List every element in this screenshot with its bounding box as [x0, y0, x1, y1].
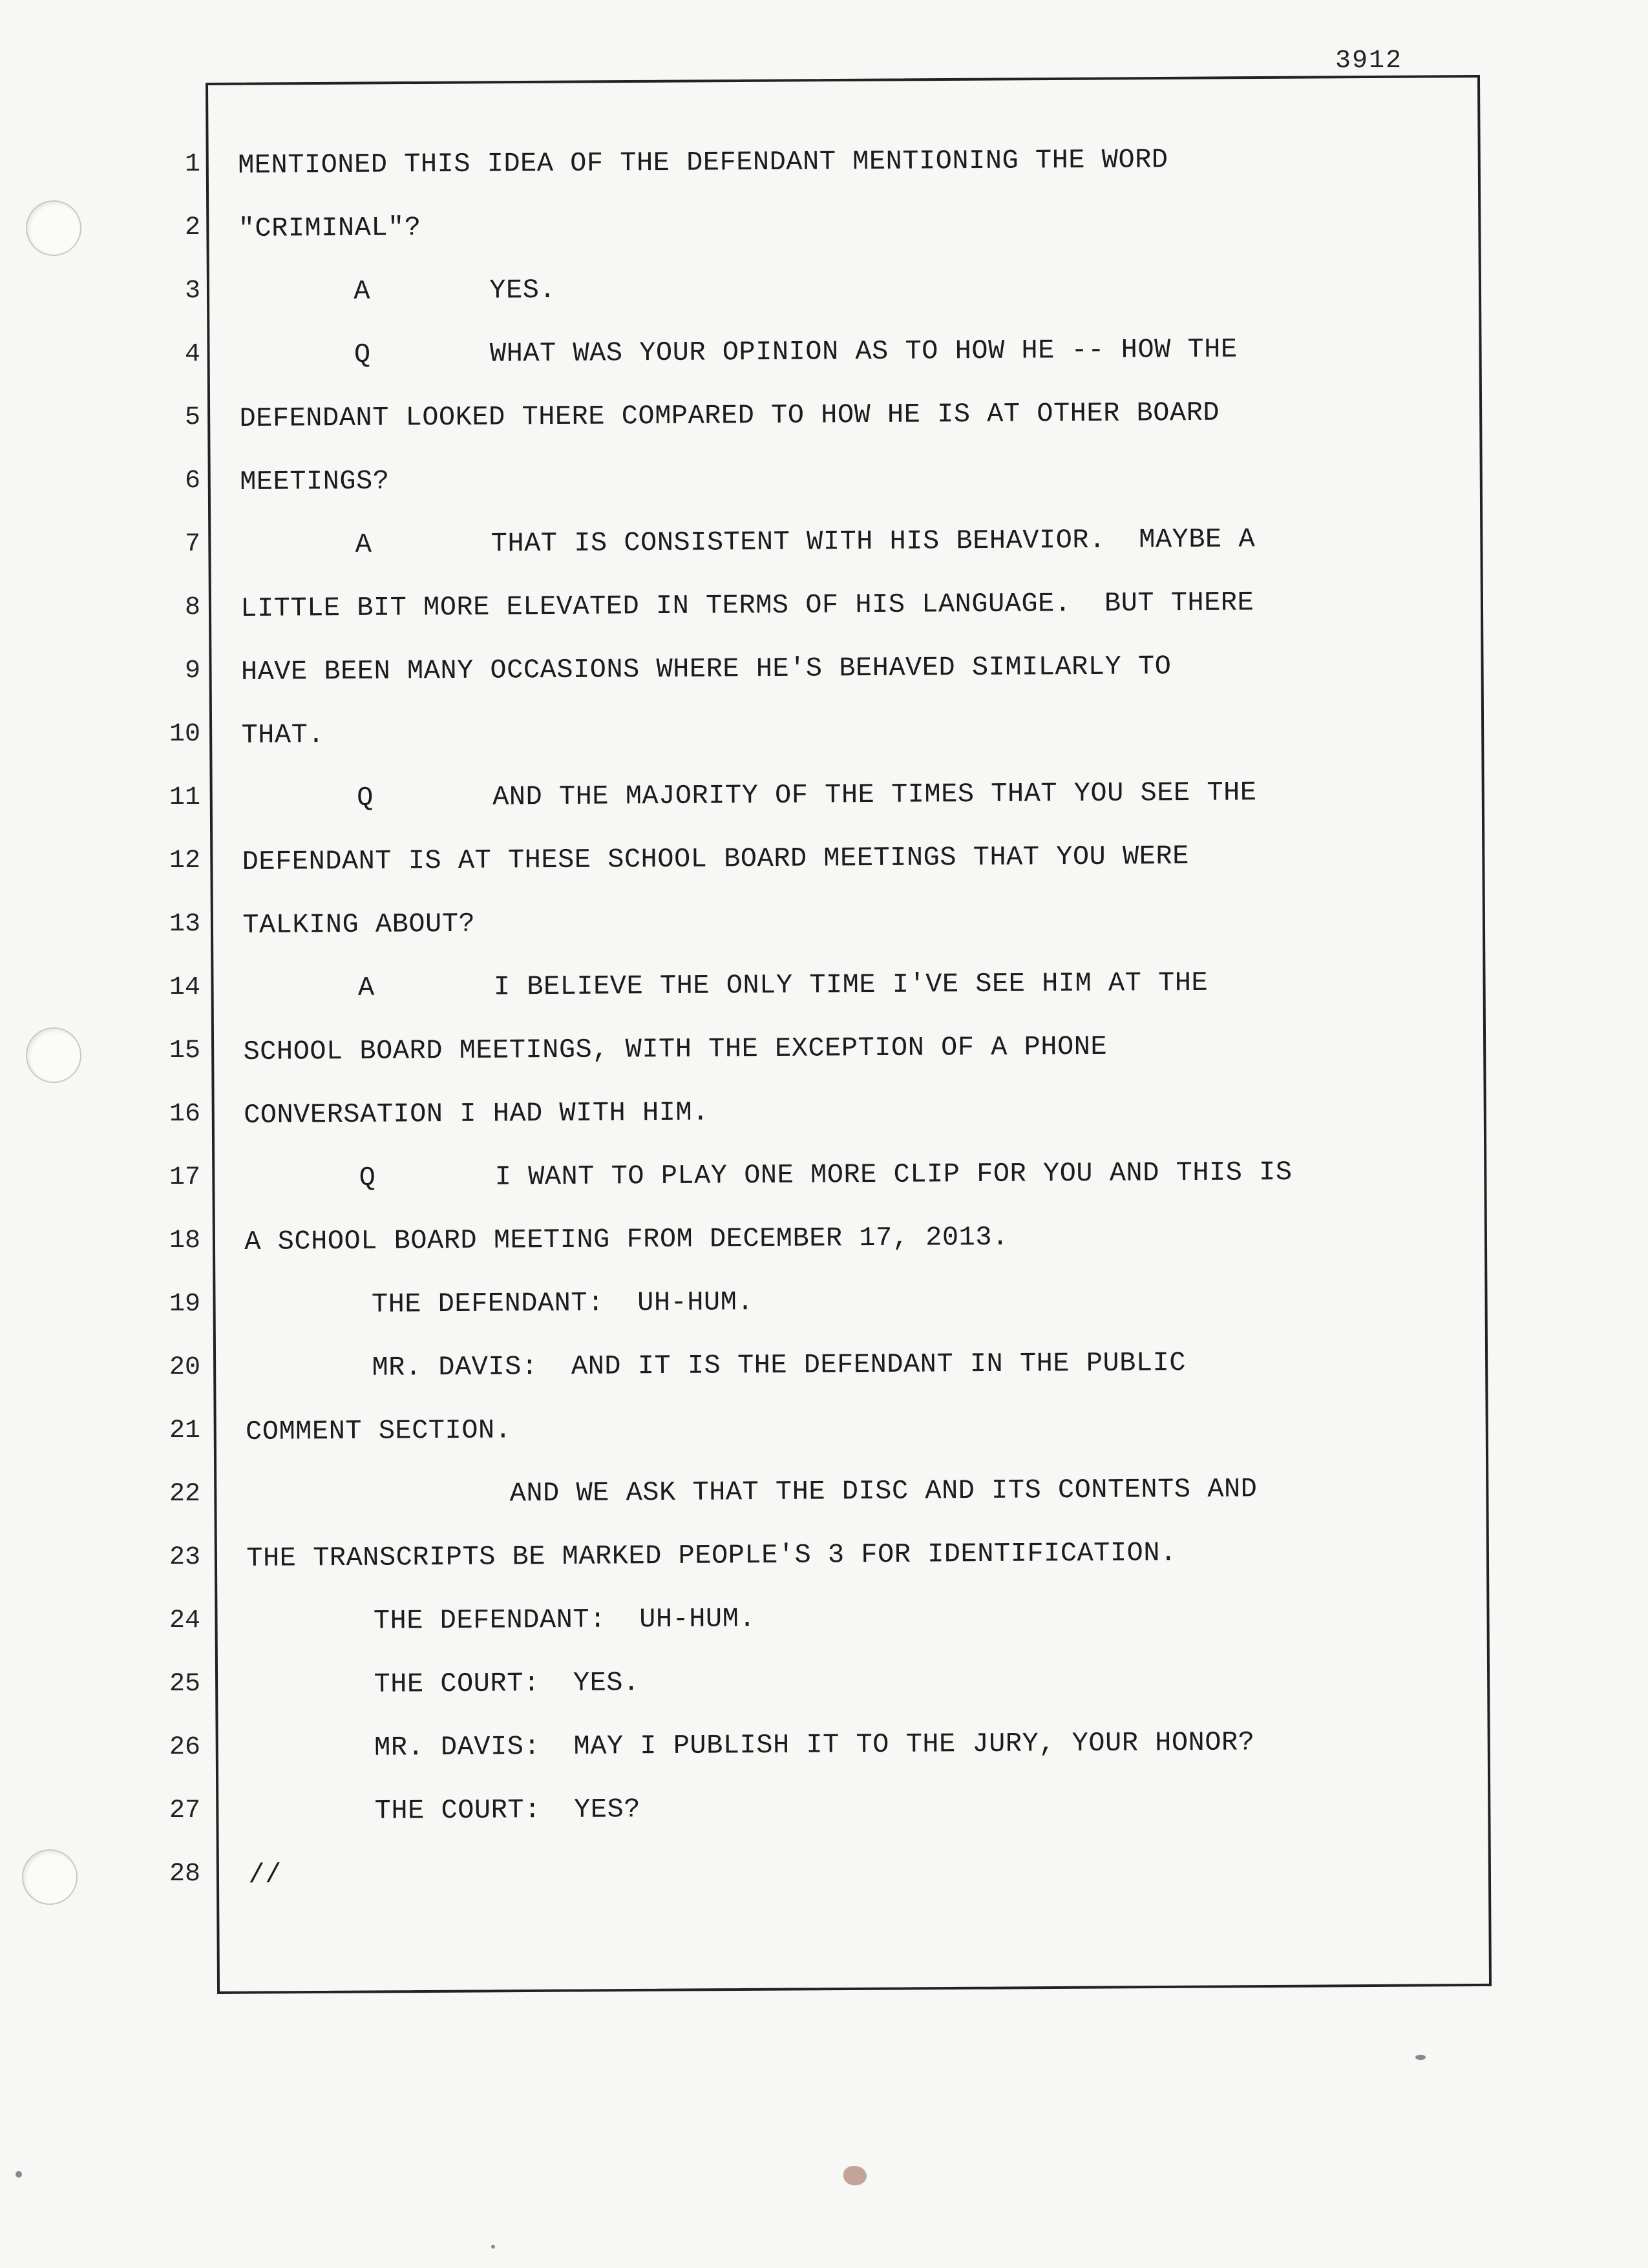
- line-number: 10: [169, 720, 200, 749]
- punch-hole-top: [26, 200, 81, 256]
- transcript-line: [354, 334, 1238, 370]
- line-number: 11: [169, 783, 200, 812]
- transcript-line: [240, 587, 1254, 624]
- line-number: 19: [169, 1290, 200, 1319]
- line-number: 6: [184, 467, 200, 496]
- transcript-line: [510, 1473, 1258, 1509]
- transcript-line: [238, 212, 421, 244]
- punch-hole-middle: [26, 1027, 81, 1083]
- line-text: AND THE MAJORITY OF THE TIMES THAT YOU SEE THE: [492, 777, 1257, 813]
- line-number: 13: [169, 910, 200, 939]
- line-number: 5: [184, 403, 200, 432]
- speck: [1415, 2055, 1426, 2060]
- line-number: 28: [169, 1860, 200, 1889]
- transcript-line: [238, 144, 1168, 181]
- speck: [491, 2245, 495, 2249]
- line-number: 20: [169, 1353, 200, 1382]
- transcript-line: [241, 651, 1172, 688]
- line-number: 12: [169, 846, 200, 876]
- transcript-line: [357, 777, 1257, 814]
- line-number: 15: [169, 1036, 200, 1066]
- transcript-line: [355, 523, 1256, 560]
- line-text: MENTIONED THIS IDEA OF THE DEFENDANT MENTIONING THE WORD: [238, 144, 1168, 181]
- transcript-line: [243, 1031, 1107, 1067]
- line-text: YES.: [489, 274, 556, 306]
- line-text: COMMENT SECTION.: [245, 1414, 512, 1447]
- transcript-line: [374, 1727, 1255, 1763]
- transcript-line: [248, 1860, 282, 1891]
- line-number: 22: [169, 1480, 200, 1509]
- line-number: 1: [184, 150, 200, 179]
- line-number: 18: [169, 1226, 200, 1255]
- line-text: I BELIEVE THE ONLY TIME I'VE SEE HIM AT THE: [493, 967, 1209, 1003]
- line-text: MEETINGS?: [239, 465, 390, 498]
- line-number: 8: [184, 593, 200, 622]
- line-text: THE DEFENDANT: UH-HUM.: [373, 1603, 756, 1637]
- line-number: 24: [169, 1606, 200, 1635]
- line-number: 7: [184, 530, 200, 559]
- transcript-line: [244, 1097, 709, 1131]
- transcript-line: [241, 719, 324, 751]
- transcript-line: [240, 466, 390, 498]
- line-text: THE COURT: YES?: [374, 1794, 641, 1827]
- line-text: THAT IS CONSISTENT WITH HIS BEHAVIOR. MAYBE A: [491, 523, 1256, 560]
- line-number: 4: [184, 340, 200, 369]
- line-text: DEFENDANT IS AT THESE SCHOOL BOARD MEETINGS THAT YOU WERE: [242, 841, 1189, 877]
- line-number: 3: [184, 277, 200, 306]
- qa-marker: A: [354, 275, 371, 307]
- line-text: DEFENDANT LOOKED THERE COMPARED TO HOW HE IS AT OTHER BOARD: [239, 397, 1220, 434]
- line-text: MR. DAVIS: AND IT IS THE DEFENDANT IN THE PUBLIC: [372, 1347, 1187, 1383]
- line-number: 25: [169, 1670, 200, 1699]
- transcript-line: [372, 1286, 754, 1320]
- line-text: MR. DAVIS: MAY I PUBLISH IT TO THE JURY, YOUR HONOR?: [374, 1727, 1255, 1763]
- transcript-line: [244, 1222, 1009, 1257]
- speck: [16, 2171, 22, 2178]
- transcript-line: [239, 397, 1220, 434]
- punch-hole-bottom: [22, 1849, 78, 1905]
- qa-marker: A: [355, 529, 372, 560]
- line-text: I WANT TO PLAY ONE MORE CLIP FOR YOU AND THIS IS: [494, 1157, 1293, 1193]
- line-number: 21: [169, 1416, 200, 1445]
- line-text: THE TRANSCRIPTS BE MARKED PEOPLE'S 3 FOR IDENTIFICATION.: [246, 1537, 1177, 1574]
- qa-marker: Q: [356, 782, 374, 814]
- line-text: CONVERSATION I HAD WITH HIM.: [243, 1097, 709, 1131]
- line-text: THAT.: [241, 719, 325, 751]
- line-text: THE DEFENDANT: UH-HUM.: [371, 1286, 754, 1320]
- line-number: 14: [169, 973, 200, 1002]
- line-text: LITTLE BIT MORE ELEVATED IN TERMS OF HIS LANGUAGE. BUT THERE: [240, 587, 1254, 624]
- line-number: 23: [169, 1543, 200, 1572]
- ink-stain: [843, 2166, 867, 2185]
- line-text: "CRIMINAL"?: [238, 212, 421, 244]
- line-text: SCHOOL BOARD MEETINGS, WITH THE EXCEPTION OF A PHONE: [243, 1031, 1108, 1067]
- transcript-line: [359, 1157, 1293, 1193]
- transcript-line: [246, 1414, 512, 1447]
- transcript-line: [372, 1347, 1186, 1383]
- transcript-line: [354, 275, 556, 307]
- transcript-line: [374, 1603, 755, 1637]
- line-text: A SCHOOL BOARD MEETING FROM DECEMBER 17, 2013.: [244, 1221, 1009, 1257]
- line-text: THE COURT: YES.: [374, 1667, 640, 1700]
- line-text: //: [248, 1859, 282, 1891]
- page-number: 3912: [1335, 47, 1403, 76]
- transcript-line: [242, 841, 1189, 877]
- line-text: WHAT WAS YOUR OPINION AS TO HOW HE -- HOW THE: [489, 333, 1238, 370]
- transcript-line: [242, 908, 475, 941]
- qa-marker: Q: [354, 339, 371, 370]
- transcript-line: [375, 1794, 641, 1827]
- line-text: HAVE BEEN MANY OCCASIONS WHERE HE'S BEHAVED SIMILARLY TO: [240, 651, 1172, 688]
- line-number: 2: [184, 213, 200, 242]
- qa-marker: A: [357, 972, 375, 1003]
- line-text: AND WE ASK THAT THE DISC AND ITS CONTENTS AND: [509, 1473, 1258, 1509]
- line-number: 16: [169, 1100, 200, 1129]
- transcript-line: [374, 1667, 640, 1700]
- line-number: 27: [169, 1796, 200, 1825]
- line-number: 26: [169, 1733, 200, 1762]
- transcript-line: [358, 967, 1209, 1003]
- line-number: 9: [184, 656, 200, 686]
- qa-marker: Q: [359, 1162, 376, 1193]
- line-number: 17: [169, 1163, 200, 1192]
- line-text: TALKING ABOUT?: [242, 908, 476, 941]
- transcript-line: [246, 1537, 1177, 1574]
